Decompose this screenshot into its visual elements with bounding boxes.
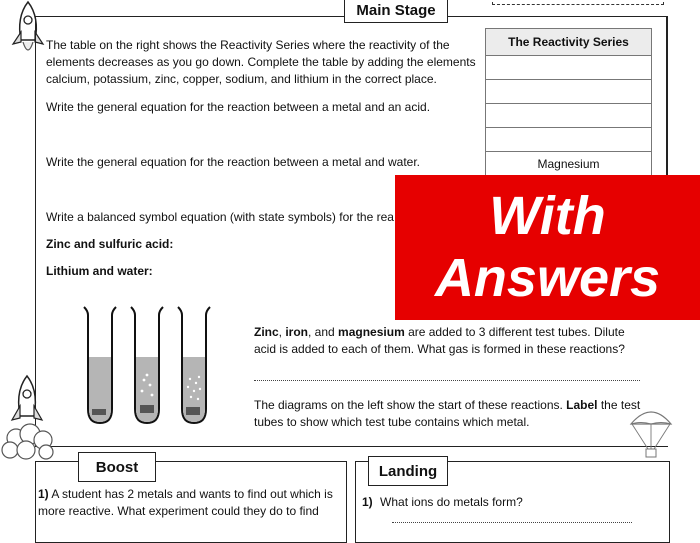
landing-answer-line[interactable] (392, 522, 632, 523)
banner-line-2: Answers (434, 248, 661, 308)
and-text: , and (308, 325, 339, 339)
landing-q1-number: 1) (362, 495, 373, 509)
diagram-question-start: The diagrams on the left show the start of these reactions. (254, 398, 567, 412)
lithium-water-label: Lithium and water: (46, 264, 153, 278)
diagram-question-end: the test tubes to show which test tube contains which metal. (254, 398, 641, 429)
question-water: Write the general equation for the reaction between a metal and water. (46, 155, 421, 169)
zinc-sulfuric-label: Zinc and sulfuric acid: (46, 237, 174, 251)
gas-question (254, 324, 649, 358)
parachute-icon (628, 404, 674, 460)
landing-q1-text: What ions do metals form? (380, 495, 523, 509)
label-word: Label (566, 398, 598, 412)
boost-title: Boost (78, 452, 156, 482)
comma-text: , (278, 325, 286, 339)
gas-question-rest: are added to 3 different test tubes. Dilute acid is added to each of them. What gas is formed in these reactions? (254, 325, 625, 356)
gas-answer-line[interactable] (254, 380, 640, 381)
table-row[interactable] (486, 80, 652, 104)
table-row[interactable]: Magnesium (486, 152, 652, 176)
landing-title: Landing (368, 456, 448, 486)
question-acid: Write the general equation for the reaction between a metal and an acid. (46, 100, 431, 114)
diagram-question (254, 397, 649, 431)
table-row[interactable] (486, 56, 652, 80)
iron-word: iron (285, 325, 309, 339)
test-tubes-diagram (78, 305, 228, 430)
rocket-launch-icon (0, 372, 58, 464)
boost-q1-number: 1) (38, 487, 49, 501)
boost-q1-text: A student has 2 metals and wants to find out which is more reactive. What experiment could they do to find (38, 487, 333, 518)
banner-line-1: With (489, 186, 606, 246)
zinc-word: Zinc (254, 325, 279, 339)
boost-question-1 (38, 486, 338, 520)
table-row[interactable] (486, 128, 652, 152)
landing-question-1 (362, 494, 652, 511)
table-row[interactable] (486, 104, 652, 128)
magnesium-word: magnesium (338, 325, 405, 339)
main-stage-frame-right (666, 16, 668, 178)
intro-text: The table on the right shows the Reactivity Series where the reactivity of the elements decreases as you go down. Complete the table by adding the elements calcium, potassium, zinc, copper, sodium, and lithium in the correct place. (46, 38, 476, 86)
with-answers-banner (395, 175, 700, 320)
main-stage-title: Main Stage (344, 0, 448, 23)
reactivity-table-header: The Reactivity Series (486, 29, 652, 56)
header-box (492, 0, 664, 5)
question-balanced: Write a balanced symbol equation (with state symbols) for the rea (46, 210, 394, 224)
